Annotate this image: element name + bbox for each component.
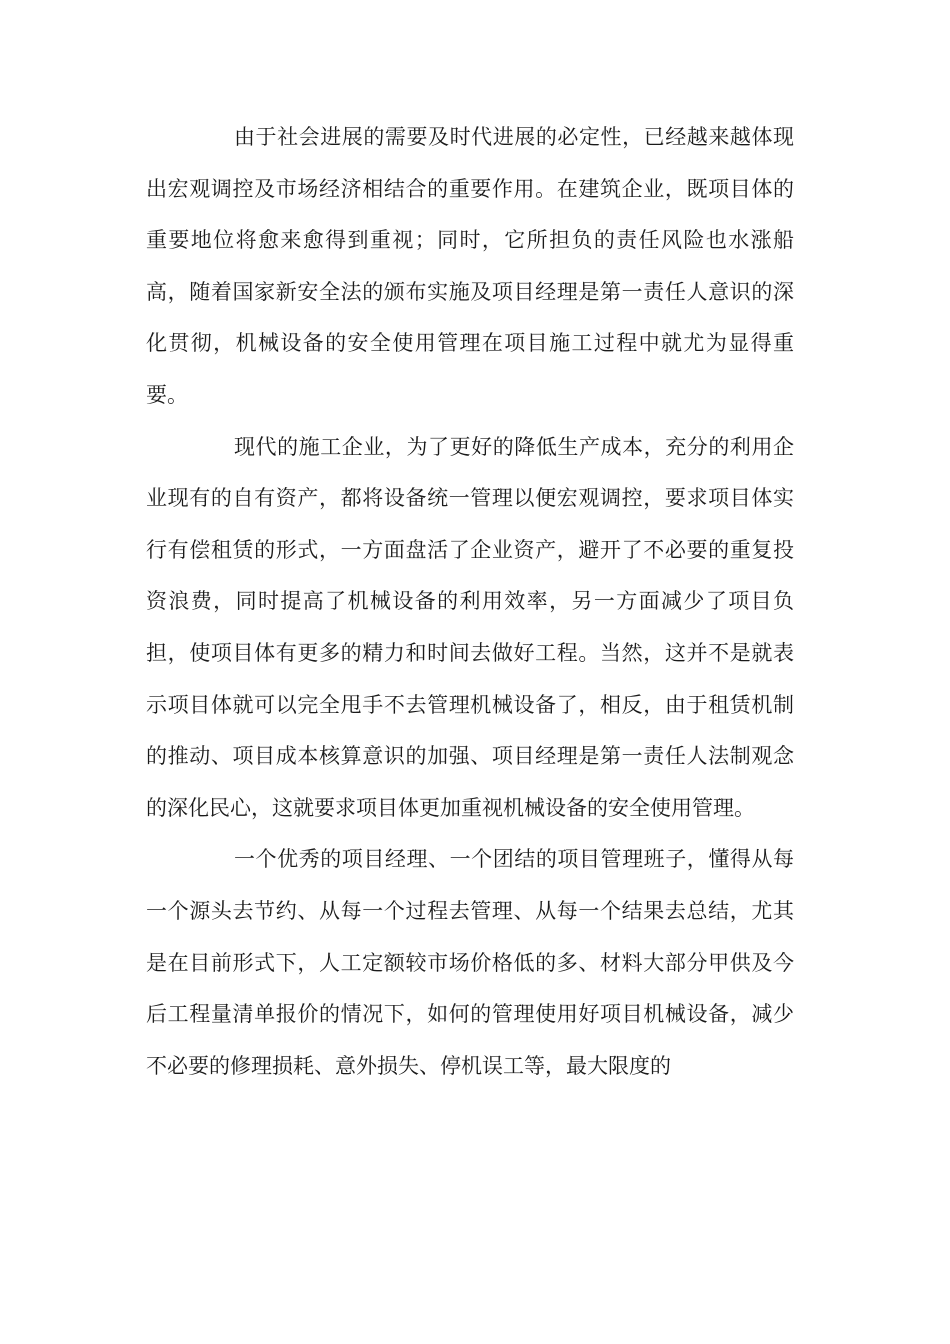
paragraph-2: 现代的施工企业，为了更好的降低生产成本，充分的利用企业现有的自有资产，都将设备统一管理以便宏观调控，要求项目体实行有偿租赁的形式，一方面盘活了企业资产，避开了不必要的重复投资浪费，同时提高了机械设备的利用效率，另一方面减少了项目负担，使项目体有更多的精力和时间去做好工程。当然，这并不是就表示项目体就可以完全甩手不去管理机械设备了，相反，由于租赁机制的推动、项目成本核算意识的加强、项目经理是第一责任人法制观念的深化民心，这就要求项目体更加重视机械设备的安全使用管理。	[146, 434, 794, 820]
paragraph-1: 由于社会进展的需要及时代进展的必定性，已经越来越体现出宏观调控及市场经济相结合的重要作用。在建筑企业，既项目体的重要地位将愈来愈得到重视；同时，它所担负的责任风险也水涨船高，随着国家新安全法的颁布实施及项目经理是第一责任人意识的深化贯彻，机械设备的安全使用管理在项目施工过程中就尤为显得重要。	[146, 125, 794, 407]
paragraph-3: 一个优秀的项目经理、一个团结的项目管理班子，懂得从每一个源头去节约、从每一个过程去管理、从每一个结果去总结，尤其是在目前形式下，人工定额较市场价格低的多、材料大部分甲供及今后工程量清单报价的情况下，如何的管理使用好项目机械设备，减少不必要的修理损耗、意外损失、停机误工等，最大限度的	[146, 847, 794, 1078]
body-text	[146, 112, 794, 1092]
